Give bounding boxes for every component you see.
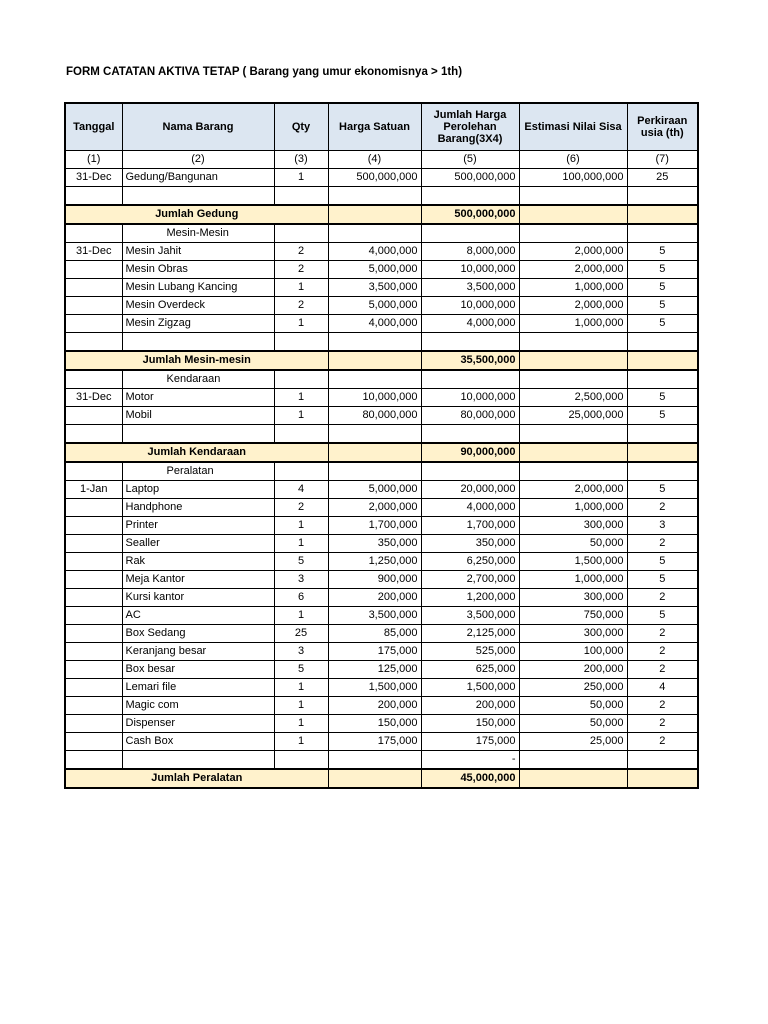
index-cell: (1) (65, 151, 122, 169)
subtotal-value: 35,500,000 (421, 351, 519, 370)
empty-cell (627, 769, 698, 788)
price-cell: 175,000 (328, 643, 421, 661)
table-row (65, 407, 698, 425)
date-cell (65, 589, 122, 607)
residual-cell: 50,000 (519, 697, 627, 715)
qty-cell: 1 (274, 607, 328, 625)
header-perkiraan-usia: Perkiraan usia (th) (627, 103, 698, 151)
table-row (65, 535, 698, 553)
blank-row (65, 425, 698, 444)
empty-cell (421, 425, 519, 444)
name-cell: Sealler (122, 535, 274, 553)
empty-cell (65, 462, 122, 481)
name-cell: Lemari file (122, 679, 274, 697)
qty-cell: 2 (274, 499, 328, 517)
residual-cell: 50,000 (519, 535, 627, 553)
empty-cell (627, 462, 698, 481)
total-cell: 3,500,000 (421, 607, 519, 625)
life-cell: 25 (627, 169, 698, 187)
table-row (65, 481, 698, 499)
name-cell: Dispenser (122, 715, 274, 733)
total-cell: 175,000 (421, 733, 519, 751)
life-cell: 5 (627, 553, 698, 571)
life-cell: 5 (627, 243, 698, 261)
empty-cell (519, 370, 627, 389)
table-row (65, 715, 698, 733)
table-row (65, 625, 698, 643)
total-cell: - (421, 751, 519, 770)
price-cell: 5,000,000 (328, 481, 421, 499)
table-row (65, 499, 698, 517)
table-body (65, 169, 698, 789)
price-cell: 150,000 (328, 715, 421, 733)
empty-cell (65, 333, 122, 352)
subtotal-label: Jumlah Kendaraan (65, 443, 328, 462)
index-row (65, 151, 698, 169)
price-cell: 1,500,000 (328, 679, 421, 697)
price-cell: 125,000 (328, 661, 421, 679)
residual-cell: 300,000 (519, 589, 627, 607)
header-estimasi-nilai-sisa: Estimasi Nilai Sisa (519, 103, 627, 151)
qty-cell: 1 (274, 697, 328, 715)
qty-cell: 1 (274, 315, 328, 333)
empty-cell (519, 425, 627, 444)
subtotal-row (65, 769, 698, 788)
empty-cell (627, 443, 698, 462)
price-cell: 1,700,000 (328, 517, 421, 535)
name-cell: Motor (122, 389, 274, 407)
life-cell: 2 (627, 535, 698, 553)
header-harga-satuan: Harga Satuan (328, 103, 421, 151)
date-cell (65, 297, 122, 315)
empty-cell (65, 370, 122, 389)
blank-row (65, 187, 698, 206)
empty-cell (421, 462, 519, 481)
date-cell (65, 733, 122, 751)
life-cell: 2 (627, 499, 698, 517)
empty-cell (627, 224, 698, 243)
life-cell: 3 (627, 517, 698, 535)
total-cell: 1,200,000 (421, 589, 519, 607)
name-cell: Laptop (122, 481, 274, 499)
residual-cell: 100,000,000 (519, 169, 627, 187)
empty-cell (274, 751, 328, 770)
residual-cell: 300,000 (519, 625, 627, 643)
name-cell: Gedung/Bangunan (122, 169, 274, 187)
life-cell: 2 (627, 715, 698, 733)
date-cell (65, 279, 122, 297)
group-name-cell: Peralatan (122, 462, 274, 481)
empty-cell (122, 751, 274, 770)
group-row (65, 224, 698, 243)
date-cell (65, 625, 122, 643)
qty-cell: 25 (274, 625, 328, 643)
life-cell: 2 (627, 661, 698, 679)
qty-cell: 4 (274, 481, 328, 499)
empty-cell (328, 443, 421, 462)
qty-cell: 1 (274, 169, 328, 187)
life-cell: 5 (627, 297, 698, 315)
residual-cell: 2,000,000 (519, 481, 627, 499)
name-cell: Keranjang besar (122, 643, 274, 661)
residual-cell: 1,000,000 (519, 499, 627, 517)
table-row (65, 517, 698, 535)
dash-row (65, 751, 698, 770)
total-cell: 350,000 (421, 535, 519, 553)
name-cell: Rak (122, 553, 274, 571)
price-cell: 900,000 (328, 571, 421, 589)
qty-cell: 2 (274, 243, 328, 261)
name-cell: Mesin Overdeck (122, 297, 274, 315)
empty-cell (421, 333, 519, 352)
header-row (65, 103, 698, 151)
qty-cell: 6 (274, 589, 328, 607)
table-row (65, 389, 698, 407)
residual-cell: 2,000,000 (519, 297, 627, 315)
date-cell (65, 553, 122, 571)
price-cell: 4,000,000 (328, 243, 421, 261)
name-cell: Kursi kantor (122, 589, 274, 607)
price-cell: 10,000,000 (328, 389, 421, 407)
life-cell: 5 (627, 481, 698, 499)
life-cell: 2 (627, 625, 698, 643)
total-cell: 200,000 (421, 697, 519, 715)
name-cell: Mesin Obras (122, 261, 274, 279)
empty-cell (274, 224, 328, 243)
residual-cell: 2,000,000 (519, 261, 627, 279)
table-row (65, 643, 698, 661)
blank-row (65, 333, 698, 352)
life-cell: 5 (627, 261, 698, 279)
date-cell (65, 661, 122, 679)
group-row (65, 462, 698, 481)
empty-cell (627, 751, 698, 770)
empty-cell (328, 370, 421, 389)
life-cell: 5 (627, 389, 698, 407)
date-cell (65, 571, 122, 589)
subtotal-label: Jumlah Gedung (65, 205, 328, 224)
qty-cell: 3 (274, 643, 328, 661)
residual-cell: 100,000 (519, 643, 627, 661)
total-cell: 625,000 (421, 661, 519, 679)
date-cell (65, 679, 122, 697)
price-cell: 175,000 (328, 733, 421, 751)
table-row (65, 697, 698, 715)
empty-cell (65, 187, 122, 206)
header-qty: Qty (274, 103, 328, 151)
date-cell (65, 517, 122, 535)
empty-cell (627, 351, 698, 370)
empty-cell (122, 425, 274, 444)
empty-cell (421, 370, 519, 389)
table-row (65, 261, 698, 279)
qty-cell: 1 (274, 389, 328, 407)
empty-cell (328, 751, 421, 770)
price-cell: 200,000 (328, 697, 421, 715)
life-cell: 5 (627, 407, 698, 425)
table-row (65, 279, 698, 297)
table-row (65, 169, 698, 187)
empty-cell (328, 769, 421, 788)
empty-cell (328, 351, 421, 370)
total-cell: 80,000,000 (421, 407, 519, 425)
price-cell: 85,000 (328, 625, 421, 643)
empty-cell (65, 224, 122, 243)
empty-cell (627, 425, 698, 444)
empty-cell (274, 462, 328, 481)
table-row (65, 243, 698, 261)
name-cell: Printer (122, 517, 274, 535)
empty-cell (519, 443, 627, 462)
table-row (65, 315, 698, 333)
empty-cell (627, 333, 698, 352)
price-cell: 200,000 (328, 589, 421, 607)
table-row (65, 297, 698, 315)
price-cell: 3,500,000 (328, 279, 421, 297)
residual-cell: 750,000 (519, 607, 627, 625)
name-cell: Mobil (122, 407, 274, 425)
residual-cell: 25,000 (519, 733, 627, 751)
qty-cell: 5 (274, 661, 328, 679)
qty-cell: 2 (274, 297, 328, 315)
index-cell: (6) (519, 151, 627, 169)
total-cell: 10,000,000 (421, 261, 519, 279)
qty-cell: 1 (274, 679, 328, 697)
qty-cell: 2 (274, 261, 328, 279)
group-name-cell: Kendaraan (122, 370, 274, 389)
empty-cell (519, 205, 627, 224)
empty-cell (65, 425, 122, 444)
index-cell: (3) (274, 151, 328, 169)
empty-cell (274, 370, 328, 389)
qty-cell: 1 (274, 535, 328, 553)
form-title: FORM CATATAN AKTIVA TETAP ( Barang yang umur ekonomisnya > 1th) (66, 66, 463, 78)
total-cell: 20,000,000 (421, 481, 519, 499)
residual-cell: 300,000 (519, 517, 627, 535)
life-cell: 5 (627, 571, 698, 589)
empty-cell (627, 370, 698, 389)
subtotal-row (65, 443, 698, 462)
name-cell: Mesin Jahit (122, 243, 274, 261)
price-cell: 500,000,000 (328, 169, 421, 187)
total-cell: 2,125,000 (421, 625, 519, 643)
index-cell: (7) (627, 151, 698, 169)
price-cell: 4,000,000 (328, 315, 421, 333)
header-jumlah-harga: Jumlah Harga Perolehan Barang(3X4) (421, 103, 519, 151)
subtotal-label: Jumlah Peralatan (65, 769, 328, 788)
total-cell: 500,000,000 (421, 169, 519, 187)
residual-cell: 200,000 (519, 661, 627, 679)
table-row (65, 571, 698, 589)
group-row (65, 370, 698, 389)
date-cell (65, 535, 122, 553)
name-cell: AC (122, 607, 274, 625)
total-cell: 4,000,000 (421, 315, 519, 333)
subtotal-value: 90,000,000 (421, 443, 519, 462)
residual-cell: 1,000,000 (519, 279, 627, 297)
price-cell: 2,000,000 (328, 499, 421, 517)
empty-cell (328, 462, 421, 481)
residual-cell: 50,000 (519, 715, 627, 733)
index-cell: (2) (122, 151, 274, 169)
total-cell: 10,000,000 (421, 297, 519, 315)
empty-cell (328, 224, 421, 243)
total-cell: 4,000,000 (421, 499, 519, 517)
date-cell (65, 607, 122, 625)
name-cell: Mesin Lubang Kancing (122, 279, 274, 297)
qty-cell: 5 (274, 553, 328, 571)
total-cell: 525,000 (421, 643, 519, 661)
name-cell: Box besar (122, 661, 274, 679)
residual-cell: 250,000 (519, 679, 627, 697)
empty-cell (519, 333, 627, 352)
table-row (65, 589, 698, 607)
residual-cell: 2,000,000 (519, 243, 627, 261)
empty-cell (328, 425, 421, 444)
empty-cell (328, 333, 421, 352)
group-name-cell: Mesin-Mesin (122, 224, 274, 243)
total-cell: 8,000,000 (421, 243, 519, 261)
name-cell: Cash Box (122, 733, 274, 751)
total-cell: 6,250,000 (421, 553, 519, 571)
residual-cell: 25,000,000 (519, 407, 627, 425)
life-cell: 5 (627, 315, 698, 333)
table-row (65, 733, 698, 751)
table-row (65, 607, 698, 625)
empty-cell (421, 187, 519, 206)
empty-cell (519, 751, 627, 770)
life-cell: 2 (627, 589, 698, 607)
date-cell (65, 407, 122, 425)
table-row (65, 553, 698, 571)
empty-cell (122, 333, 274, 352)
residual-cell: 1,500,000 (519, 553, 627, 571)
subtotal-row (65, 205, 698, 224)
total-cell: 1,700,000 (421, 517, 519, 535)
date-cell: 31-Dec (65, 169, 122, 187)
qty-cell: 1 (274, 715, 328, 733)
total-cell: 10,000,000 (421, 389, 519, 407)
subtotal-row (65, 351, 698, 370)
qty-cell: 1 (274, 733, 328, 751)
life-cell: 2 (627, 643, 698, 661)
date-cell: 31-Dec (65, 389, 122, 407)
qty-cell: 1 (274, 407, 328, 425)
date-cell (65, 499, 122, 517)
date-cell (65, 715, 122, 733)
subtotal-value: 500,000,000 (421, 205, 519, 224)
name-cell: Mesin Zigzag (122, 315, 274, 333)
date-cell: 1-Jan (65, 481, 122, 499)
life-cell: 2 (627, 697, 698, 715)
empty-cell (627, 187, 698, 206)
price-cell: 350,000 (328, 535, 421, 553)
empty-cell (519, 769, 627, 788)
price-cell: 80,000,000 (328, 407, 421, 425)
total-cell: 3,500,000 (421, 279, 519, 297)
name-cell: Handphone (122, 499, 274, 517)
life-cell: 5 (627, 279, 698, 297)
qty-cell: 3 (274, 571, 328, 589)
empty-cell (519, 462, 627, 481)
empty-cell (65, 751, 122, 770)
name-cell: Box Sedang (122, 625, 274, 643)
empty-cell (519, 351, 627, 370)
table-row (65, 661, 698, 679)
life-cell: 4 (627, 679, 698, 697)
empty-cell (328, 187, 421, 206)
date-cell (65, 261, 122, 279)
header-tanggal: Tanggal (65, 103, 122, 151)
life-cell: 2 (627, 733, 698, 751)
date-cell (65, 697, 122, 715)
name-cell: Meja Kantor (122, 571, 274, 589)
price-cell: 3,500,000 (328, 607, 421, 625)
subtotal-label: Jumlah Mesin-mesin (65, 351, 328, 370)
empty-cell (627, 205, 698, 224)
date-cell: 31-Dec (65, 243, 122, 261)
qty-cell: 1 (274, 517, 328, 535)
empty-cell (122, 187, 274, 206)
total-cell: 2,700,000 (421, 571, 519, 589)
empty-cell (519, 187, 627, 206)
price-cell: 5,000,000 (328, 297, 421, 315)
empty-cell (274, 333, 328, 352)
residual-cell: 1,000,000 (519, 571, 627, 589)
empty-cell (519, 224, 627, 243)
index-cell: (5) (421, 151, 519, 169)
price-cell: 5,000,000 (328, 261, 421, 279)
date-cell (65, 315, 122, 333)
empty-cell (328, 205, 421, 224)
date-cell (65, 643, 122, 661)
price-cell: 1,250,000 (328, 553, 421, 571)
total-cell: 1,500,000 (421, 679, 519, 697)
life-cell: 5 (627, 607, 698, 625)
index-cell: (4) (328, 151, 421, 169)
asset-table (64, 102, 699, 789)
residual-cell: 1,000,000 (519, 315, 627, 333)
name-cell: Magic com (122, 697, 274, 715)
empty-cell (421, 224, 519, 243)
total-cell: 150,000 (421, 715, 519, 733)
table-row (65, 679, 698, 697)
header-nama-barang: Nama Barang (122, 103, 274, 151)
residual-cell: 2,500,000 (519, 389, 627, 407)
empty-cell (274, 187, 328, 206)
subtotal-value: 45,000,000 (421, 769, 519, 788)
empty-cell (274, 425, 328, 444)
qty-cell: 1 (274, 279, 328, 297)
